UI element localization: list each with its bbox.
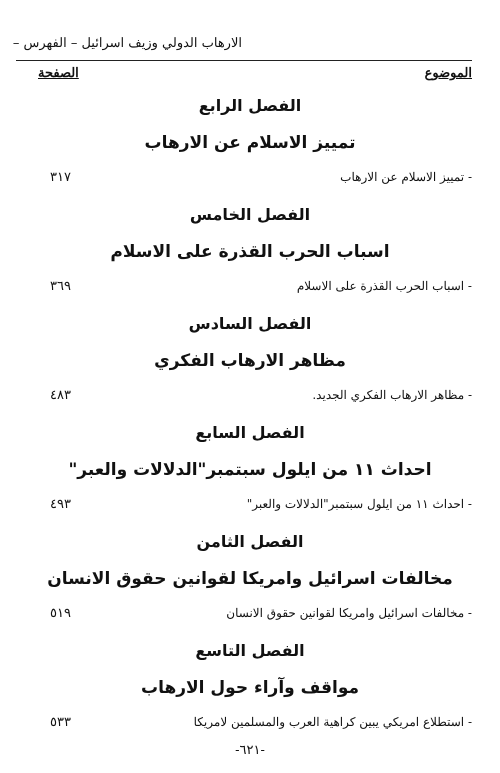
toc-entry-page: ٥١٩ — [50, 606, 71, 621]
chapter-title: مواقف وآراء حول الارهاب — [140, 678, 360, 698]
chapter-title: مظاهر الارهاب الفكري — [154, 351, 346, 371]
table-of-contents — [0, 92, 500, 746]
toc-entry-text: - مخالفات اسرائيل وامريكا لقوانين حقوق الانسان — [226, 606, 472, 620]
toc-entry-text: - مظاهر الارهاب الفكري الجديد. — [312, 388, 472, 402]
toc-section — [0, 419, 500, 528]
toc-section — [0, 92, 500, 201]
chapter-title: مخالفات اسرائيل وامريكا لقوانين حقوق الانسان — [47, 569, 453, 589]
toc-entry — [50, 388, 472, 403]
toc-entry-text: - تمييز الاسلام عن الارهاب — [340, 170, 472, 184]
toc-entry-page: ٣٦٩ — [50, 279, 71, 294]
chapter-heading: الفصل السابع — [195, 423, 305, 442]
chapter-title: تمييز الاسلام عن الارهاب — [144, 133, 356, 153]
chapter-heading: الفصل الخامس — [189, 205, 311, 224]
toc-section — [0, 528, 500, 637]
toc-section — [0, 310, 500, 419]
page-number: -٦٢١- — [235, 743, 265, 758]
toc-entry — [50, 279, 472, 294]
chapter-heading: الفصل الرابع — [198, 96, 302, 115]
toc-entry — [50, 170, 472, 185]
toc-section — [0, 637, 500, 746]
chapter-heading: الفصل السادس — [188, 314, 312, 333]
toc-entry-page: ٤٨٣ — [50, 388, 71, 403]
toc-entry-page: ٣١٧ — [50, 170, 71, 185]
toc-entry — [50, 715, 472, 730]
running-header: الارهاب الدولي وزيف اسرائيل – الفهرس – — [12, 36, 242, 51]
toc-entry-page: ٤٩٣ — [50, 497, 71, 512]
chapter-heading: الفصل التاسع — [195, 641, 305, 660]
toc-entry-text: - استطلاع امريكي يبين كراهية العرب والمسلمين لامريكا — [193, 715, 472, 729]
chapter-heading: الفصل الثامن — [196, 532, 304, 551]
column-header-subject: الموضوع — [424, 66, 472, 81]
toc-entry-text: - احداث ١١ من ايلول سبتمبر"الدلالات والعبر" — [246, 497, 472, 511]
toc-entry — [50, 497, 472, 512]
toc-entry — [50, 606, 472, 621]
toc-entry-page: ٥٣٣ — [50, 715, 71, 730]
chapter-title: اسباب الحرب القذرة على الاسلام — [110, 242, 390, 262]
chapter-title: احداث ١١ من ايلول سبتمبر"الدلالات والعبر" — [68, 460, 432, 480]
toc-section — [0, 201, 500, 310]
toc-entry-text: - اسباب الحرب القذرة على الاسلام — [296, 279, 472, 293]
header-rule — [16, 60, 472, 61]
column-header-page: الصفحة — [38, 66, 79, 81]
